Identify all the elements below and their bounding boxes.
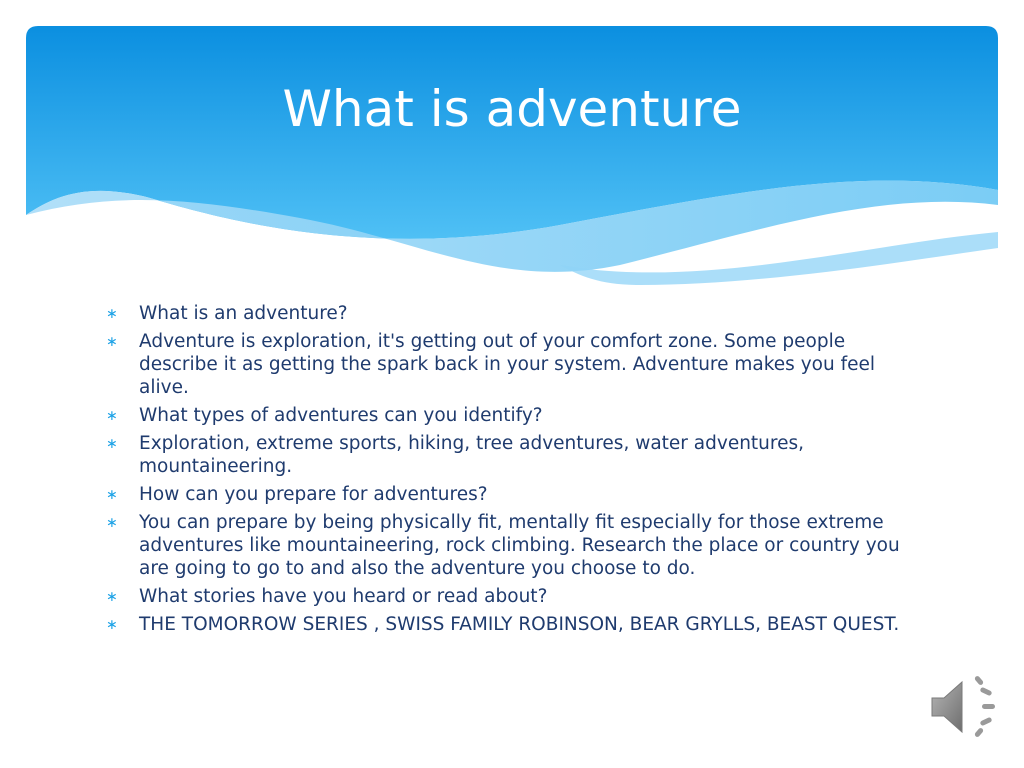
bullet-marker-icon: ∗ [106, 408, 118, 424]
bullet-list [106, 302, 926, 641]
bullet-marker-icon: ∗ [106, 436, 118, 452]
speaker-cone [932, 682, 962, 732]
bullet-text: THE TOMORROW SERIES , SWISS FAMILY ROBINSON, BEAR GRYLLS, BEAST QUEST. [139, 614, 900, 635]
bullet-item [106, 483, 926, 506]
bullet-item [106, 302, 926, 325]
bullet-marker-icon: ∗ [106, 306, 118, 322]
slide-title: What is adventure [282, 80, 742, 138]
bullet-text: How can you prepare for adventures? [139, 484, 488, 505]
bullet-text: What is an adventure? [139, 303, 348, 324]
bullet-item [106, 585, 926, 608]
bullet-text: Adventure is exploration, it's getting out of your comfort zone. Some people describe it as getting the spark back in your system. Adventure makes you feel alive. [139, 331, 875, 398]
bullet-item [106, 511, 926, 580]
bullet-text: You can prepare by being physically fit, mentally fit especially for those extreme adventures like mountaineering, rock climbing. Research the place or country you are going to go to and also the adventure you choose to do. [139, 512, 900, 579]
bullet-marker-icon: ∗ [106, 487, 118, 503]
bullet-item [106, 404, 926, 427]
sound-waves [974, 675, 995, 738]
bullet-marker-icon: ∗ [106, 334, 118, 350]
bullet-item [106, 613, 926, 636]
bullet-marker-icon: ∗ [106, 589, 118, 605]
bullet-item [106, 330, 926, 399]
speaker-icon[interactable] [924, 672, 1000, 742]
bullet-text: Exploration, extreme sports, hiking, tree adventures, water adventures, mountaineering. [139, 433, 805, 477]
bullet-text: What types of adventures can you identify? [139, 405, 543, 426]
header-wave-banner [0, 0, 1024, 300]
bullet-marker-icon: ∗ [106, 617, 118, 633]
bullet-text: What stories have you heard or read about? [139, 586, 548, 607]
bullet-item [106, 432, 926, 478]
bullet-marker-icon: ∗ [106, 515, 118, 531]
